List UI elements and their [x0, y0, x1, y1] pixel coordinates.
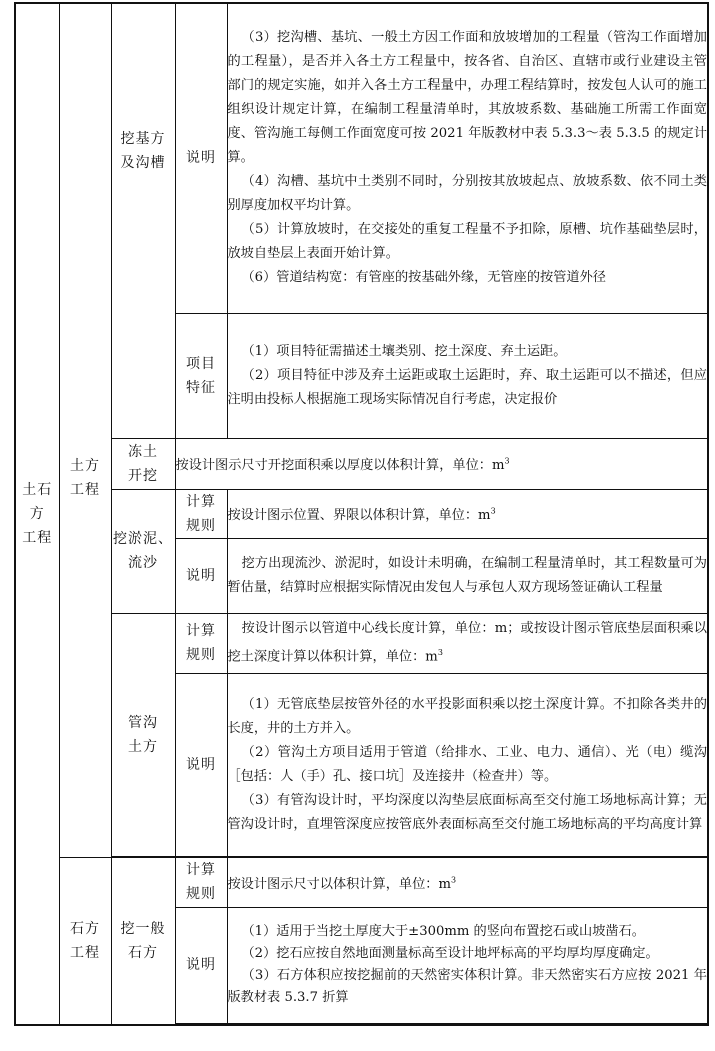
- stone-calc-label: [175, 857, 227, 907]
- silt-expl-para: 挖方出现流沙、淤泥时，如设计未明确，在编制工程量清单时，其工程数量可为暂估量，结算时应根据实际情况由发包人与承包人双方现场签证确认工程量: [227, 555, 707, 595]
- silt-name-line2: 流沙: [128, 555, 158, 571]
- frozen-rule-sup: 3: [504, 456, 510, 466]
- trench-expl-para: （6）管道结构宽：有管座的按基础外缘，无管座的按管道外径: [241, 270, 606, 286]
- calc-label-line1: 计算: [186, 623, 216, 639]
- category-cell: [15, 3, 59, 1025]
- silt-expl-label: 说明: [175, 538, 227, 613]
- stonework-group-cell: [59, 857, 111, 1025]
- stone-expl-para: （3）石方体积应按挖掘前的天然密实体积计算。非天然密实石方应按 2021 年版教材表 5.3.7 折算: [227, 968, 707, 1005]
- trench-feature-para: （1）项目特征需描述土壤类别、挖土深度、弃土运距。: [241, 343, 567, 359]
- trench-features-label: [175, 313, 227, 438]
- stone-expl-para: （2）挖石应按自然地面测量标高至设计地坪标高的平均厚均厚度确定。: [241, 946, 659, 961]
- features-label-line2: 特征: [186, 379, 216, 396]
- table-row: [15, 3, 708, 313]
- calc-label-line2: 规则: [186, 517, 216, 534]
- silt-calc-text: [227, 489, 708, 538]
- category-label-line1: 土石方: [22, 481, 53, 522]
- silt-calc-label: [175, 489, 227, 538]
- frozen-item-cell: [111, 438, 175, 489]
- calc-label-line2: 规则: [186, 886, 216, 902]
- calc-label-line2: 规则: [186, 647, 216, 663]
- stone-expl-label: 说明: [175, 907, 227, 1023]
- earthwork-group-line2: 工程: [70, 481, 100, 498]
- silt-item-cell: [111, 489, 175, 613]
- silt-name-line1: 挖淤泥、: [113, 531, 173, 547]
- table-row: [15, 489, 708, 538]
- trench-explanation-text: [227, 3, 708, 313]
- frozen-rule-text: [175, 438, 708, 489]
- trench-name-line2: 及沟槽: [120, 154, 166, 171]
- table-row: [15, 857, 708, 907]
- stone-item-cell: [111, 857, 175, 1025]
- trench-features-text: [227, 313, 708, 438]
- category-label-line2: 工程: [22, 529, 53, 546]
- pipe-calc-label: [175, 613, 227, 673]
- pipe-item-cell: [111, 613, 175, 856]
- frozen-name-line2: 开挖: [128, 467, 158, 484]
- pipe-calc: 按设计图示以管道中心线长度计算，单位：m；或按设计图示管底垫层面积乘以挖土深度计算以体积计算，单位：m: [227, 620, 707, 665]
- frozen-name-line1: 冻土: [128, 443, 158, 460]
- stone-calc-sup: 3: [451, 875, 457, 885]
- stone-calc: 按设计图示尺寸以体积计算，单位：m: [227, 876, 452, 892]
- pipe-name-line1: 管沟: [128, 714, 158, 731]
- stone-name-line2: 石方: [128, 944, 158, 961]
- trench-name-line1: 挖基方: [120, 130, 166, 147]
- earthwork-rules-table: [14, 2, 709, 1026]
- stone-expl-text: [227, 907, 708, 1023]
- spacer-cell: [175, 1023, 708, 1025]
- silt-calc-sup: 3: [490, 506, 496, 516]
- calc-label-line1: 计算: [186, 862, 216, 878]
- earthwork-group-cell: [59, 3, 111, 857]
- pipe-calc-text: [227, 613, 708, 673]
- pipe-expl-para: （3）有管沟设计时，平均深度以沟垫层底面标高至交付施工场地标高计算；无管沟设计时，直埋管深度应按管底外表面标高至交付施工场地标高的平均高度计算: [227, 792, 707, 832]
- stone-calc-text: [227, 857, 708, 907]
- trench-feature-para: （2）项目特征中涉及弃土运距或取土运距时，弃、取土运距可以不描述，但应注明由投标人根据施工现场实际情况自行考虑，决定报价: [227, 367, 707, 407]
- table-row: [15, 438, 708, 489]
- trench-explanation-label: 说明: [175, 3, 227, 313]
- pipe-expl-text: [227, 673, 708, 856]
- stonework-group-line2: 工程: [70, 944, 100, 961]
- pipe-calc-para: [228, 617, 708, 669]
- calc-label-line1: 计算: [186, 493, 216, 510]
- pipe-name-line2: 土方: [128, 738, 158, 755]
- trench-expl-para: （3）挖沟槽、基坑、一般土方因工作面和放坡增加的工程量（管沟工作面增加的工程量），是否并入各土方工程量中，按各省、自治区、直辖市或行业建设主管部门的规定实施，如并入各土方工程量中，办理工程结算时，按发包人认可的施工组织设计规定计算，在编制工程量清单时，其放坡系数、基础施工所需工作面宽度、管沟施工每侧工作面宽度可按 2021 年版教材中表 5.3.3～表 5.3.5 的规定计算。: [227, 30, 707, 166]
- stone-expl-para: （1）适用于当挖土厚度大于±300mm 的竖向布置挖石或山坡凿石。: [241, 924, 645, 939]
- pipe-expl-para: （2）管沟土方项目适用于管道（给排水、工业、电力、通信）、光（电）缆沟［包括：人（手）孔、接口坑］及连接井（检查井）等。: [227, 744, 707, 784]
- trench-expl-para: （5）计算放坡时，在交接处的重复工程量不予扣除，原槽、坑作基础垫层时，放坡自垫层上表面开始计算。: [227, 222, 707, 262]
- earthwork-group-line1: 土方: [70, 457, 100, 474]
- silt-calc: 按设计图示位置、界限以体积计算，单位：m: [227, 508, 491, 523]
- trench-item-cell: [111, 3, 175, 438]
- pipe-expl-label: 说明: [175, 673, 227, 856]
- frozen-rule: 按设计图示尺寸开挖面积乘以厚度以体积计算，单位：m: [175, 458, 505, 473]
- pipe-expl-para: （1）无管底垫层按管外径的水平投影面积乘以挖土深度计算。不扣除各类井的长度，井的土方并入。: [227, 696, 707, 736]
- pipe-calc-sup: 3: [437, 647, 443, 657]
- silt-expl-text: [227, 538, 708, 613]
- stonework-group-line1: 石方: [70, 920, 100, 937]
- stone-name-line1: 挖一般: [120, 920, 166, 937]
- table-row: [15, 613, 708, 673]
- trench-expl-para: （4）沟槽、基坑中土类别不同时，分别按其放坡起点、放坡系数、依不同土类别厚度加权平均计算。: [227, 174, 707, 214]
- features-label-line1: 项目: [186, 355, 216, 372]
